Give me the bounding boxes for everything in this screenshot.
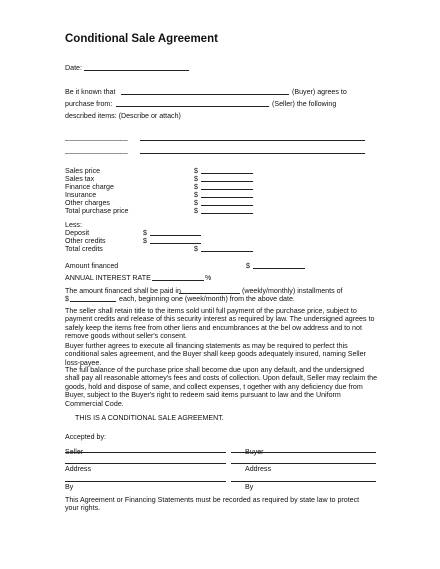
deposit-field[interactable] [150, 235, 201, 236]
amount-financed-label: Amount financed [65, 262, 119, 270]
description-dashes-2: _______________ [65, 147, 128, 154]
price-currency: $ [194, 183, 198, 191]
credit-currency: $ [143, 229, 147, 237]
price-currency: $ [194, 175, 198, 183]
less-label: Less: [65, 221, 82, 229]
price-field[interactable] [201, 173, 253, 174]
seller-suffix: (Seller) the following [272, 100, 337, 108]
credit-label: Other credits [65, 237, 106, 245]
price-label: Insurance [65, 191, 97, 199]
amount-financed-currency: $ [246, 262, 250, 270]
title-retention-paragraph: The seller shall retain title to the items sold until full payment of the purchase price, subject to payment credits and release of this security interest as required by law. The undersigned agrees to safely keep the items free from other liens and encumbrances at the bel ow address and to not remove goods without seller's consent. [65, 307, 375, 341]
known-prefix: Be it known that [65, 88, 116, 96]
price-label: Finance charge [65, 183, 114, 191]
seller-name-field[interactable] [116, 106, 269, 107]
price-currency: $ [194, 167, 198, 175]
total-credits-label: Total credits [65, 245, 103, 253]
price-label: Other charges [65, 199, 110, 207]
amount-financed-field[interactable] [253, 268, 305, 269]
price-label: Total purchase price [65, 207, 129, 215]
interest-rate-label: ANNUAL INTEREST RATE [65, 274, 151, 282]
agreement-statement: THIS IS A CONDITIONAL SALE AGREEMENT. [75, 414, 224, 422]
buyer-signature-label: Buyer [245, 448, 264, 456]
default-paragraph: The full balance of the purchase price shall become due upon any default, and the undersigned shall pay all reasonable attorney's fees and costs of collection. Upon default, Seller may reclaim the goods, hold and dispose of same, and collect expenses, t ogether with any deficiency due from Buyer, subject to the Buyer's right to redeem said items pursuant to law and the Uniform Commercial Code. [65, 366, 378, 408]
buyer-by-label: By [245, 483, 254, 491]
seller-by-label: By [65, 483, 74, 491]
seller-signature-line[interactable] [65, 452, 226, 453]
installments-suffix: (weekly/monthly) installments of [242, 287, 343, 295]
buyer-suffix: (Buyer) agrees to [292, 88, 347, 96]
seller-signature-label: Seller [65, 448, 84, 456]
price-currency: $ [194, 199, 198, 207]
price-field[interactable] [201, 205, 253, 206]
financing-paragraph: Buyer further agrees to execute all financing statements as may be required to perfect this conditional sales agreement, and the Buyer shall keep goods adequately insured, naming Seller loss-payee. [65, 342, 366, 367]
accepted-by-label: Accepted by: [65, 433, 107, 441]
purchase-from-label: purchase from: [65, 100, 113, 108]
credit-label: Deposit [65, 229, 90, 237]
buyer-name-field[interactable] [121, 94, 289, 95]
total-credits-field[interactable] [201, 251, 253, 252]
date-label: Date: [65, 64, 82, 72]
price-currency: $ [194, 191, 198, 199]
seller-address-line[interactable] [65, 463, 226, 464]
price-label: Sales price [65, 167, 101, 175]
document-title: Conditional Sale Agreement [65, 33, 218, 45]
price-field[interactable] [201, 189, 253, 190]
installment-period-field[interactable] [179, 293, 240, 294]
price-field[interactable] [201, 213, 253, 214]
date-field[interactable] [84, 70, 189, 71]
interest-rate-field[interactable] [152, 280, 204, 281]
footer-note: This Agreement or Financing Statements must be recorded as required by state law to protect your rights. [65, 496, 360, 513]
installment-amount-field[interactable] [70, 301, 116, 302]
described-items-label: described items: (Describe or attach) [65, 112, 181, 120]
interest-percent: % [205, 274, 212, 282]
other-credits-field[interactable] [150, 243, 201, 244]
description-dashes-1: _______________ [65, 134, 128, 141]
installment-start: each, beginning one (week/month) from the above date. [119, 295, 295, 303]
buyer-address-line[interactable] [231, 463, 376, 464]
total-credits-currency: $ [194, 245, 198, 253]
installment-currency: $ [65, 295, 69, 303]
buyer-address-label: Address [245, 465, 272, 473]
buyer-by-line[interactable] [231, 481, 376, 482]
price-field[interactable] [201, 197, 253, 198]
price-currency: $ [194, 207, 198, 215]
buyer-signature-line[interactable] [231, 452, 376, 453]
price-label: Sales tax [65, 175, 95, 183]
credit-currency: $ [143, 237, 147, 245]
description-line-2[interactable] [140, 153, 365, 154]
price-field[interactable] [201, 181, 253, 182]
installments-prefix: The amount financed shall be paid in [65, 287, 181, 295]
description-line-1[interactable] [140, 140, 365, 141]
seller-by-line[interactable] [65, 481, 226, 482]
seller-address-label: Address [65, 465, 92, 473]
